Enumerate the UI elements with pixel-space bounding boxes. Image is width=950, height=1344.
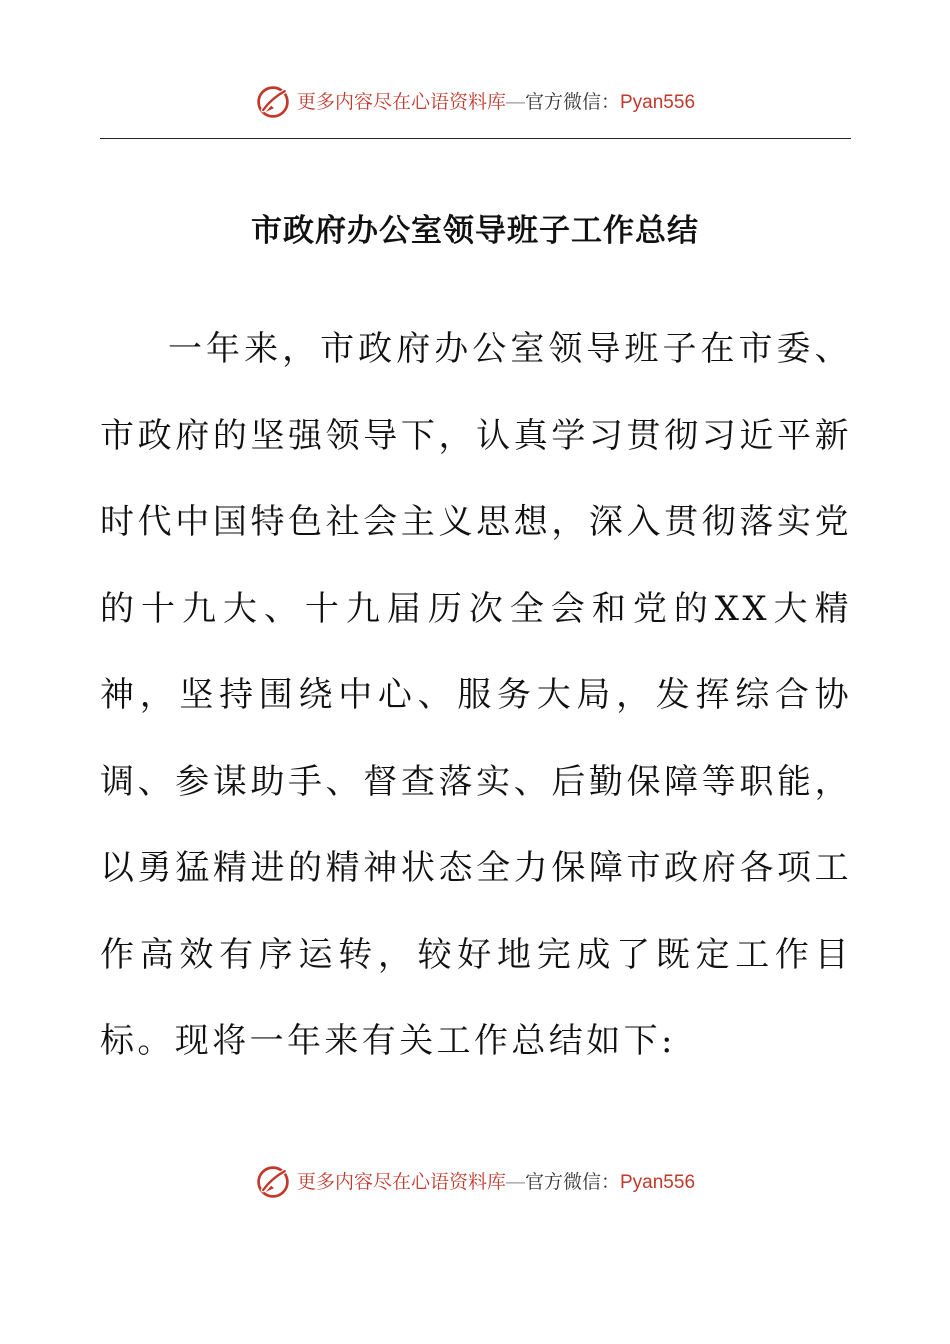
pen-nib-circle-icon: [255, 1164, 291, 1200]
pen-nib-circle-icon: [255, 84, 291, 120]
banner-site-text: 更多内容尽在心语资料库: [296, 90, 506, 113]
banner-official-label: 官方微信：: [524, 90, 620, 113]
banner-dash: —: [505, 1171, 525, 1193]
banner-site-text: 更多内容尽在心语资料库: [296, 1170, 506, 1193]
banner-official-label: 官方微信：: [524, 1170, 620, 1193]
header-banner: [0, 82, 950, 122]
banner-wechat-id: Pyan556: [620, 1171, 696, 1193]
footer-banner: [0, 1162, 950, 1202]
header-banner-text: [297, 82, 695, 123]
document-paragraph: 一年来，市政府办公室领导班子在市委、市政府的坚强领导下，认真学习贯彻习近平新时代中国特色社会主义思想，深入贯彻落实党的十九大、十九届历次全会和党的XX大精神，坚持围绕中心、服务大局，发挥综合协调、参谋助手、督查落实、后勤保障等职能，以勇猛精进的精神状态全力保障市政府各项工作高效有序运转，较好地完成了既定工作目标。现将一年来有关工作总结如下:: [100, 329, 852, 1061]
footer-banner-text: [297, 1162, 695, 1203]
header-divider: [100, 138, 851, 139]
banner-dash: —: [505, 91, 525, 113]
document-title: 市政府办公室领导班子工作总结: [251, 213, 699, 249]
banner-wechat-id: Pyan556: [620, 91, 696, 113]
